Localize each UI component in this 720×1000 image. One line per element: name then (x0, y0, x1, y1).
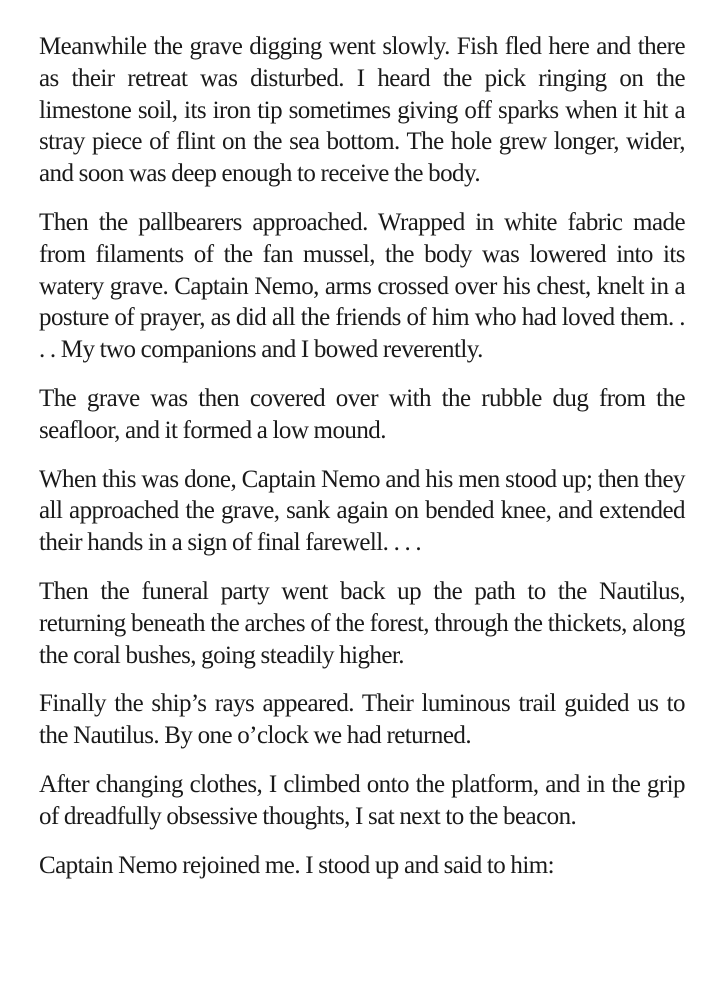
paragraph-8: Captain Nemo rejoined me. I stood up and said to him: (39, 851, 555, 879)
paragraph-6: Finally the ship’s rays appeared. Their luminous trail guided us to the Nautilus. By one o’clock we had returned. (39, 690, 685, 750)
paragraph-3: The grave was then covered over with the rubble dug from the seafloor, and it formed a low mound. (39, 384, 685, 444)
paragraph-2: Then the pallbearers approached. Wrapped in white fabric made from filaments of the fan mussel, the body was lowered into its watery grave. Captain Nemo, arms crossed over his chest, knelt in a posture of prayer, as did all the friends of him who had loved them. . . . My two companions and I bowed reverently. (39, 208, 685, 364)
document-page (39, 31, 685, 898)
paragraph-4: When this was done, Captain Nemo and his men stood up; then they all approached the grave, sank again on bended knee, and extended their hands in a sign of final farewell. . . . (39, 465, 685, 557)
paragraph-5: Then the funeral party went back up the path to the Nautilus, returning beneath the arches of the forest, through the thickets, along the coral bushes, going steadily higher. (39, 577, 685, 669)
paragraph-7: After changing clothes, I climbed onto the platform, and in the grip of dreadfully obsessive thoughts, I sat next to the beacon. (39, 770, 685, 830)
paragraph-1: Meanwhile the grave digging went slowly. Fish fled here and there as their retreat was disturbed. I heard the pick ringing on the limestone soil, its iron tip sometimes giving off sparks when it hit a stray piece of flint on the sea bottom. The hole grew longer, wider, and soon was deep enough to receive the body. (39, 33, 685, 188)
